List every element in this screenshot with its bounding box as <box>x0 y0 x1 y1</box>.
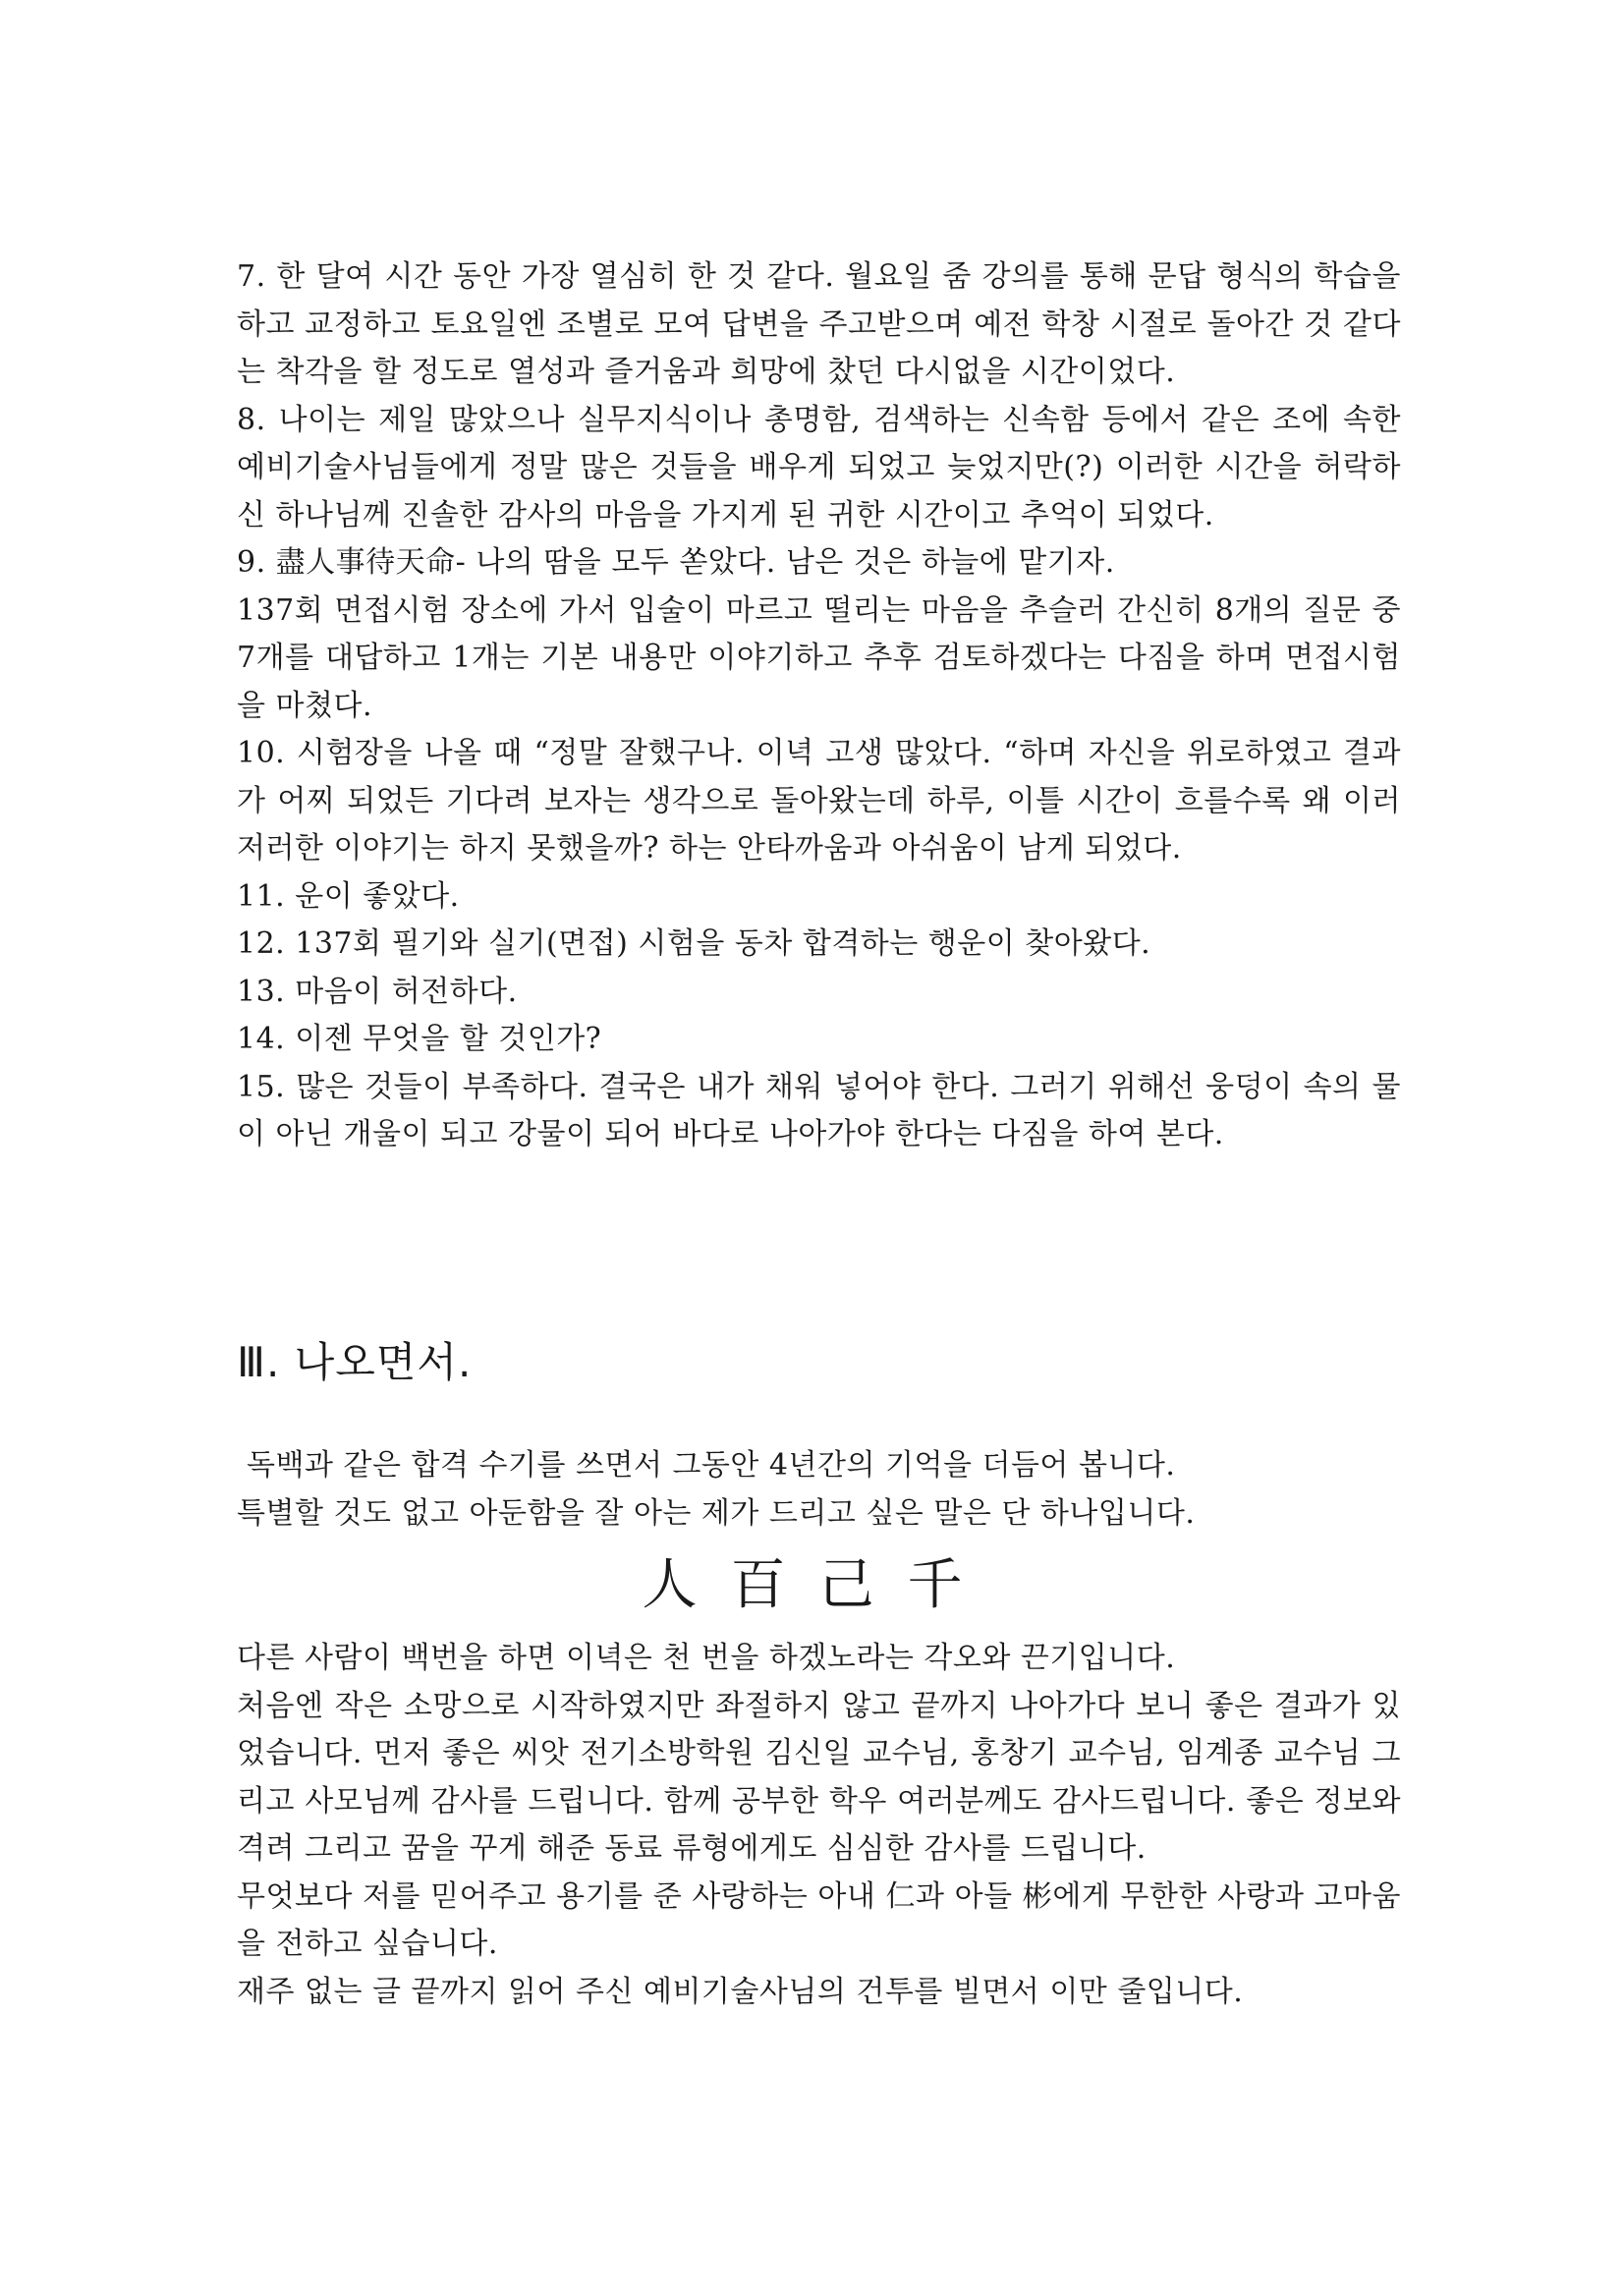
section-heading: Ⅲ. 나오면서. <box>237 1338 473 1386</box>
list-item: 7. 한 달여 시간 동안 가장 열심히 한 것 같다. 월요일 줌 강의를 통해 문답 형식의 학습을 하고 교정하고 토요일엔 조별로 모여 답변을 주고받으며 예전 학창 시절로 돌아간 것 같다는 착각을 할 정도로 열성과 즐거움과 희망에 찼던 다시없을 시간이었다. <box>237 259 1401 389</box>
list-item: 137회 면접시험 장소에 가서 입술이 마르고 떨리는 마음을 추슬러 간신히 8개의 질문 중 7개를 대답하고 1개는 기본 내용만 이야기하고 추후 검토하겠다는 다짐을 하며 면접시험을 마쳤다. <box>237 592 1401 723</box>
list-item: 15. 많은 것들이 부족하다. 결국은 내가 채워 넣어야 한다. 그러기 위해선 웅덩이 속의 물이 아닌 개울이 되고 강물이 되어 바다로 나아가야 한다는 다짐을 하여 본다. <box>237 1069 1401 1151</box>
closing-paragraph: 재주 없는 글 끝까지 읽어 주신 예비기술사님의 건투를 빌면서 이만 줄입니다. <box>237 1974 1244 2009</box>
list-item: 9. 盡人事待天命- 나의 땀을 모두 쏟았다. 남은 것은 하늘에 맡기자. <box>237 545 1115 580</box>
list-item: 11. 운이 좋았다. <box>237 878 460 914</box>
list-item: 10. 시험장을 나올 때 “정말 잘했구나. 이녁 고생 많았다. “하며 자신을 위로하였고 결과가 어찌 되었든 기다려 보자는 생각으로 돌아왔는데 하루, 이틀 시간이 흐를수록 왜 이러저러한 이야기는 하지 못했을까? 하는 안타까움과 아쉬움이 남게 되었다. <box>237 736 1401 866</box>
intro-line: 독백과 같은 합격 수기를 쓰면서 그동안 4년간의 기억을 더듬어 봅니다. <box>237 1448 1176 1483</box>
list-item: 8. 나이는 제일 많았으나 실무지식이나 총명함, 검색하는 신속함 등에서 같은 조에 속한 예비기술사님들에게 정말 많은 것들을 배우게 되었고 늦었지만(?) 이러한 시간을 허락하신 하나님께 진솔한 감사의 마음을 가지게 된 귀한 시간이고 추억이 되었다. <box>237 402 1401 532</box>
section-three-intro <box>237 1442 1401 1538</box>
list-item: 12. 137회 필기와 실기(면접) 시험을 동차 합격하는 행운이 찾아왔다. <box>237 926 1151 961</box>
section-three-closing <box>237 1635 1401 2016</box>
section-two-list <box>237 253 1401 1159</box>
closing-paragraph: 다른 사람이 백번을 하면 이녁은 천 번을 하겠노라는 각오와 끈기입니다. <box>237 1641 1176 1675</box>
intro-line: 특별할 것도 없고 아둔함을 잘 아는 제가 드리고 싶은 말은 단 하나입니다. <box>237 1495 1196 1531</box>
closing-paragraph: 처음엔 작은 소망으로 시작하였지만 좌절하지 않고 끝까지 나아가다 보니 좋은 결과가 있었습니다. 먼저 좋은 씨앗 전기소방학원 김신일 교수님, 홍창기 교수님, 임계종 교수님 그리고 사모님께 감사를 드립니다. 함께 공부한 학우 여러분께도 감사드립니다. 좋은 정보와 격려 그리고 꿈을 꾸게 해준 동료 류형에게도 심심한 감사를 드립니다. <box>237 1688 1401 1866</box>
motto: 人百己千 <box>642 1553 996 1617</box>
list-item: 13. 마음이 허전하다. <box>237 974 518 1009</box>
closing-paragraph: 무엇보다 저를 믿어주고 용기를 준 사랑하는 아내 仁과 아들 彬에게 무한한 사랑과 고마움을 전하고 싶습니다. <box>237 1878 1401 1961</box>
list-item: 14. 이젠 무엇을 할 것인가? <box>237 1022 602 1056</box>
